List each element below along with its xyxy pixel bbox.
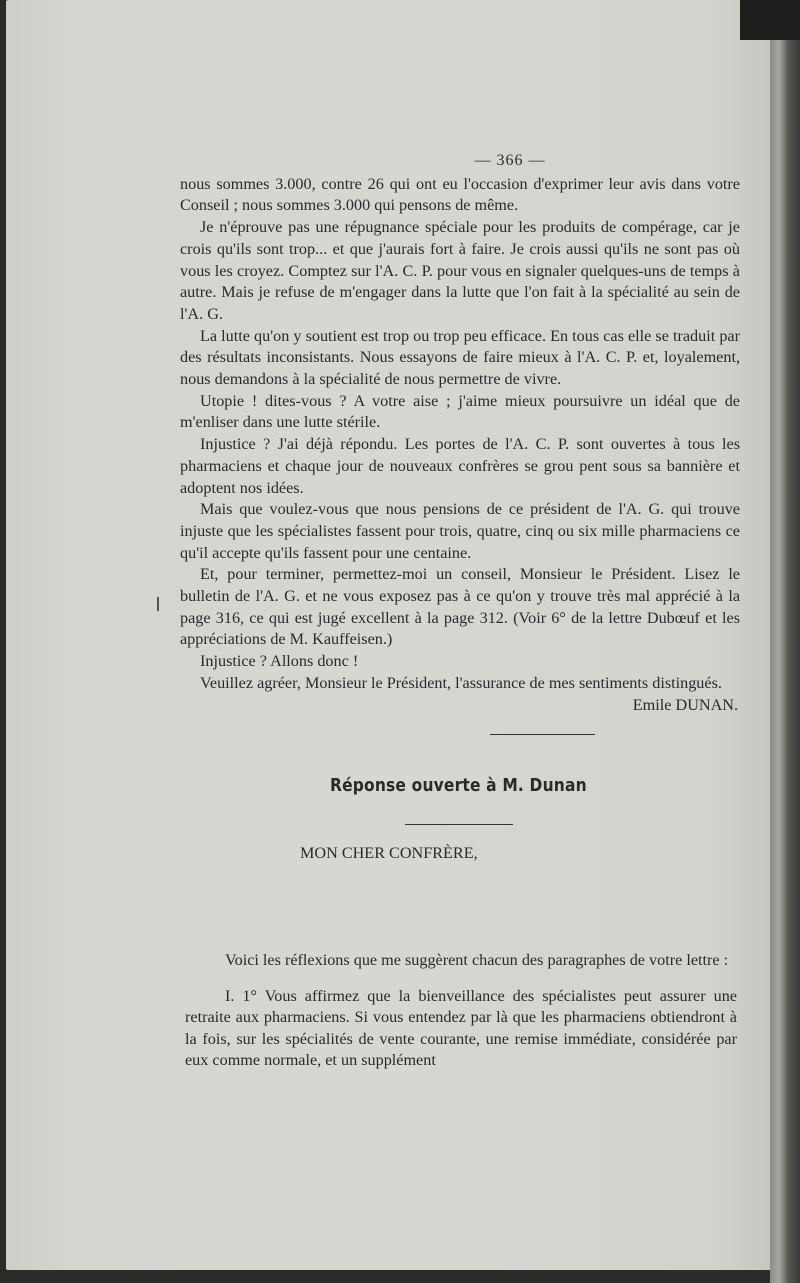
page-number: — 366 — bbox=[474, 152, 546, 169]
paragraph: nous sommes 3.000, contre 26 qui ont eu l'occasion d'exprimer leur avis dans votre Conseil ; nous sommes 3.000 qui pensons de même. bbox=[180, 174, 740, 215]
paragraph: Mais que voulez-vous que nous pensions de ce président de l'A. G. qui trouve injuste que les spécialistes fassent pour trois, quatre, cinq ou six mille pharmaciens ce qu'il accepte qu'ils fassent pour une centaine. bbox=[180, 500, 740, 562]
letter-body bbox=[180, 150, 740, 865]
section-heading: Réponse ouverte à M. Dunan bbox=[330, 775, 587, 797]
paragraph: I. 1° Vous affirmez que la bienveillance des spécialistes peut assurer une retraite aux pharmaciens. Si vous entendez par là que les pharmaciens obtiendront à la fois, sur les spécialités de vente courante, une remise immédiate, considérée par eux comme normale, et un supplément bbox=[185, 986, 737, 1069]
paragraph: Et, pour terminer, permettez-moi un conseil, Monsieur le Président. Lisez le bulletin de l'A. G. et ne vous exposez pas à ce qu'on y trouve très mal apprécié à la page 316, ce qui est jugé excellent à la page 312. (Voir 6° de la lettre Dubœuf et les appréciations de M. Kauffeisen.) bbox=[180, 565, 740, 649]
margin-mark bbox=[157, 597, 159, 611]
paragraph: Injustice ? J'ai déjà répondu. Les portes de l'A. C. P. sont ouvertes à tous les pharmaciens et chaque jour de nouveaux confrères se grou pent sous sa bannière et adoptent nos idées. bbox=[180, 435, 740, 497]
divider bbox=[405, 824, 513, 825]
paragraph: Veuillez agréer, Monsieur le Président, l'assurance de mes sentiments distingués. bbox=[200, 673, 722, 692]
paragraph: Injustice ? Allons donc ! bbox=[200, 652, 359, 671]
divider bbox=[490, 734, 595, 735]
salutation: MON CHER CONFRÈRE, bbox=[300, 843, 478, 862]
paragraph: La lutte qu'on y soutient est trop ou trop peu efficace. En tous cas elle se traduit par des résultats inconsistants. Nous essayons de faire mieux à l'A. C. P. et, loyalement, nous demandons à la spécialité de nous permettre de vivre. bbox=[180, 326, 740, 389]
page-edge bbox=[770, 20, 800, 1283]
paragraph: Utopie ! dites-vous ? A votre aise ; j'aime mieux poursuivre un idéal que de m'enliser dans une lutte stérile. bbox=[180, 391, 740, 432]
scan-border bbox=[740, 0, 800, 40]
paragraph: Voici les réflexions que me suggèrent chacun des paragraphes de votre lettre : bbox=[225, 951, 729, 969]
signature: Emile DUNAN. bbox=[632, 695, 738, 714]
reply-body bbox=[185, 950, 737, 1072]
paragraph: Je n'éprouve pas une répugnance spéciale pour les produits de compérage, car je crois qu'ils sont trop... et que j'aurais fort à faire. Je crois aussi qu'ils ne sont pas où vous les croyez. Comptez sur l'A. C. P. pour vous en signaler quelques-uns de temps à autre. Mais je refuse de m'engager dans la lutte que l'on fait à la spécialité au sein de l'A. G. bbox=[180, 218, 740, 323]
